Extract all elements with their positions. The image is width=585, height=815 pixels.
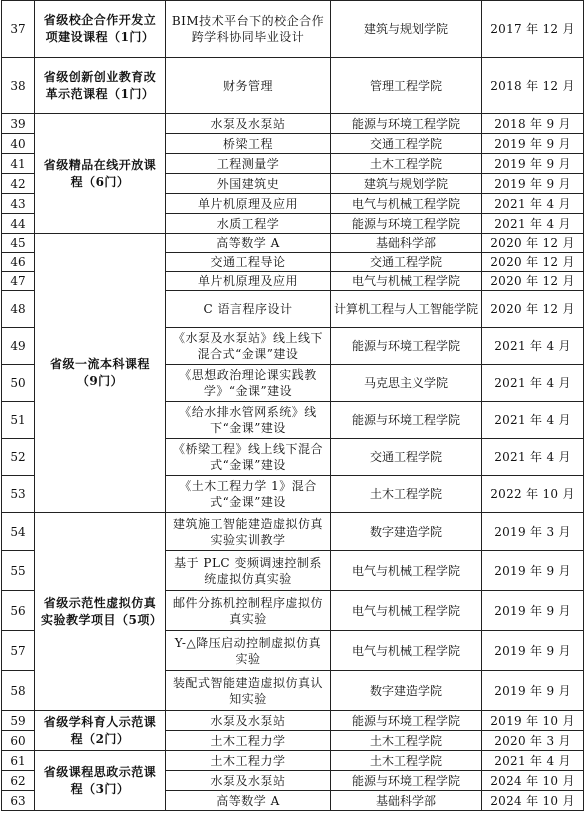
approval-date: 2022 年 10 月 — [482, 476, 584, 513]
course-name: 桥梁工程 — [166, 134, 331, 154]
row-number: 46 — [2, 253, 35, 272]
approval-date: 2021 年 4 月 — [482, 751, 584, 771]
approval-date: 2019 年 3 月 — [482, 513, 584, 551]
table-row — [2, 513, 584, 551]
row-number: 40 — [2, 134, 35, 154]
department-name: 数字建造学院 — [331, 513, 482, 551]
course-name: 《给水排水管网系统》线下“金课”建设 — [166, 402, 331, 439]
approval-date: 2019 年 9 月 — [482, 631, 584, 671]
row-number: 62 — [2, 771, 35, 791]
department-name: 土木工程学院 — [331, 154, 482, 174]
course-name: 高等数学 A — [166, 791, 331, 811]
department-name: 能源与环境工程学院 — [331, 711, 482, 731]
table-row — [2, 58, 584, 114]
approval-date: 2019 年 9 月 — [482, 174, 584, 194]
course-name: 邮件分拣机控制程序虚拟仿真实验 — [166, 591, 331, 631]
course-name: 《土木工程力学 1》混合式“金课”建设 — [166, 476, 331, 513]
category-cell: 省级创新创业教育改革示范课程（1门） — [35, 58, 166, 114]
course-name: 水泵及水泵站 — [166, 711, 331, 731]
department-name: 能源与环境工程学院 — [331, 328, 482, 365]
department-name: 交通工程学院 — [331, 439, 482, 476]
department-name: 建筑与规划学院 — [331, 1, 482, 58]
course-name: 水质工程学 — [166, 214, 331, 234]
row-number: 56 — [2, 591, 35, 631]
course-name: Y-△降压启动控制虚拟仿真实验 — [166, 631, 331, 671]
category-cell: 省级校企合作开发立项建设课程（1门） — [35, 1, 166, 58]
course-name: 财务管理 — [166, 58, 331, 114]
row-number: 55 — [2, 551, 35, 591]
department-name: 基础科学部 — [331, 791, 482, 811]
course-table — [1, 0, 584, 811]
course-name: BIM技术平台下的校企合作跨学科协同毕业设计 — [166, 1, 331, 58]
row-number: 39 — [2, 114, 35, 134]
row-number: 63 — [2, 791, 35, 811]
approval-date: 2020 年 12 月 — [482, 234, 584, 253]
department-name: 电气与机械工程学院 — [331, 272, 482, 291]
approval-date: 2021 年 4 月 — [482, 214, 584, 234]
course-name: 建筑施工智能建造虚拟仿真实验实训教学 — [166, 513, 331, 551]
department-name: 马克思主义学院 — [331, 365, 482, 402]
category-cell: 省级学科育人示范课程（2门） — [35, 711, 166, 751]
category-cell: 省级课程思政示范课程（3门） — [35, 751, 166, 811]
row-number: 61 — [2, 751, 35, 771]
row-number: 49 — [2, 328, 35, 365]
row-number: 37 — [2, 1, 35, 58]
row-number: 47 — [2, 272, 35, 291]
course-table-body — [2, 1, 584, 811]
approval-date: 2019 年 9 月 — [482, 671, 584, 711]
course-name: 单片机原理及应用 — [166, 194, 331, 214]
category-cell: 省级示范性虚拟仿真实验教学项目（5项） — [35, 513, 166, 711]
row-number: 51 — [2, 402, 35, 439]
approval-date: 2021 年 4 月 — [482, 328, 584, 365]
approval-date: 2019 年 9 月 — [482, 134, 584, 154]
department-name: 土木工程学院 — [331, 731, 482, 751]
row-number: 54 — [2, 513, 35, 551]
course-name: 《水泵及水泵站》线上线下混合式“金课”建设 — [166, 328, 331, 365]
course-name: C 语言程序设计 — [166, 291, 331, 328]
row-number: 38 — [2, 58, 35, 114]
department-name: 数字建造学院 — [331, 671, 482, 711]
department-name: 能源与环境工程学院 — [331, 114, 482, 134]
course-name: 土木工程力学 — [166, 751, 331, 771]
course-name: 土木工程力学 — [166, 731, 331, 751]
department-name: 交通工程学院 — [331, 134, 482, 154]
department-name: 电气与机械工程学院 — [331, 194, 482, 214]
department-name: 能源与环境工程学院 — [331, 402, 482, 439]
category-cell: 省级精品在线开放课程（6门） — [35, 114, 166, 234]
row-number: 53 — [2, 476, 35, 513]
table-row — [2, 711, 584, 731]
course-name: 基于 PLC 变频调速控制系统虚拟仿真实验 — [166, 551, 331, 591]
row-number: 58 — [2, 671, 35, 711]
approval-date: 2020 年 12 月 — [482, 253, 584, 272]
approval-date: 2017 年 12 月 — [482, 1, 584, 58]
row-number: 42 — [2, 174, 35, 194]
department-name: 计算机工程与人工智能学院 — [331, 291, 482, 328]
approval-date: 2020 年 12 月 — [482, 291, 584, 328]
row-number: 41 — [2, 154, 35, 174]
course-name: 外国建筑史 — [166, 174, 331, 194]
department-name: 建筑与规划学院 — [331, 174, 482, 194]
approval-date: 2024 年 10 月 — [482, 771, 584, 791]
course-name: 交通工程导论 — [166, 253, 331, 272]
department-name: 能源与环境工程学院 — [331, 771, 482, 791]
course-name: 装配式智能建造虚拟仿真认知实验 — [166, 671, 331, 711]
course-name: 工程测量学 — [166, 154, 331, 174]
course-name: 《思想政治理论课实践教学》“金课”建设 — [166, 365, 331, 402]
approval-date: 2021 年 4 月 — [482, 439, 584, 476]
approval-date: 2019 年 9 月 — [482, 591, 584, 631]
table-row — [2, 751, 584, 771]
row-number: 45 — [2, 234, 35, 253]
department-name: 基础科学部 — [331, 234, 482, 253]
row-number: 48 — [2, 291, 35, 328]
row-number: 59 — [2, 711, 35, 731]
department-name: 土木工程学院 — [331, 751, 482, 771]
department-name: 土木工程学院 — [331, 476, 482, 513]
table-row — [2, 234, 584, 253]
approval-date: 2021 年 4 月 — [482, 402, 584, 439]
course-name: 《桥梁工程》线上线下混合式“金课”建设 — [166, 439, 331, 476]
course-name: 高等数学 A — [166, 234, 331, 253]
row-number: 50 — [2, 365, 35, 402]
department-name: 管理工程学院 — [331, 58, 482, 114]
department-name: 电气与机械工程学院 — [331, 591, 482, 631]
approval-date: 2021 年 4 月 — [482, 194, 584, 214]
approval-date: 2021 年 4 月 — [482, 365, 584, 402]
department-name: 交通工程学院 — [331, 253, 482, 272]
row-number: 43 — [2, 194, 35, 214]
department-name: 能源与环境工程学院 — [331, 214, 482, 234]
approval-date: 2020 年 12 月 — [482, 272, 584, 291]
approval-date: 2018 年 12 月 — [482, 58, 584, 114]
category-cell: 省级一流本科课程（9门） — [35, 234, 166, 513]
department-name: 电气与机械工程学院 — [331, 631, 482, 671]
course-name: 单片机原理及应用 — [166, 272, 331, 291]
course-name: 水泵及水泵站 — [166, 114, 331, 134]
row-number: 52 — [2, 439, 35, 476]
row-number: 60 — [2, 731, 35, 751]
approval-date: 2024 年 10 月 — [482, 791, 584, 811]
course-name: 水泵及水泵站 — [166, 771, 331, 791]
department-name: 电气与机械工程学院 — [331, 551, 482, 591]
approval-date: 2019 年 10 月 — [482, 711, 584, 731]
row-number: 44 — [2, 214, 35, 234]
table-row — [2, 1, 584, 58]
approval-date: 2019 年 9 月 — [482, 551, 584, 591]
table-row — [2, 114, 584, 134]
approval-date: 2018 年 9 月 — [482, 114, 584, 134]
approval-date: 2020 年 3 月 — [482, 731, 584, 751]
approval-date: 2019 年 9 月 — [482, 154, 584, 174]
row-number: 57 — [2, 631, 35, 671]
